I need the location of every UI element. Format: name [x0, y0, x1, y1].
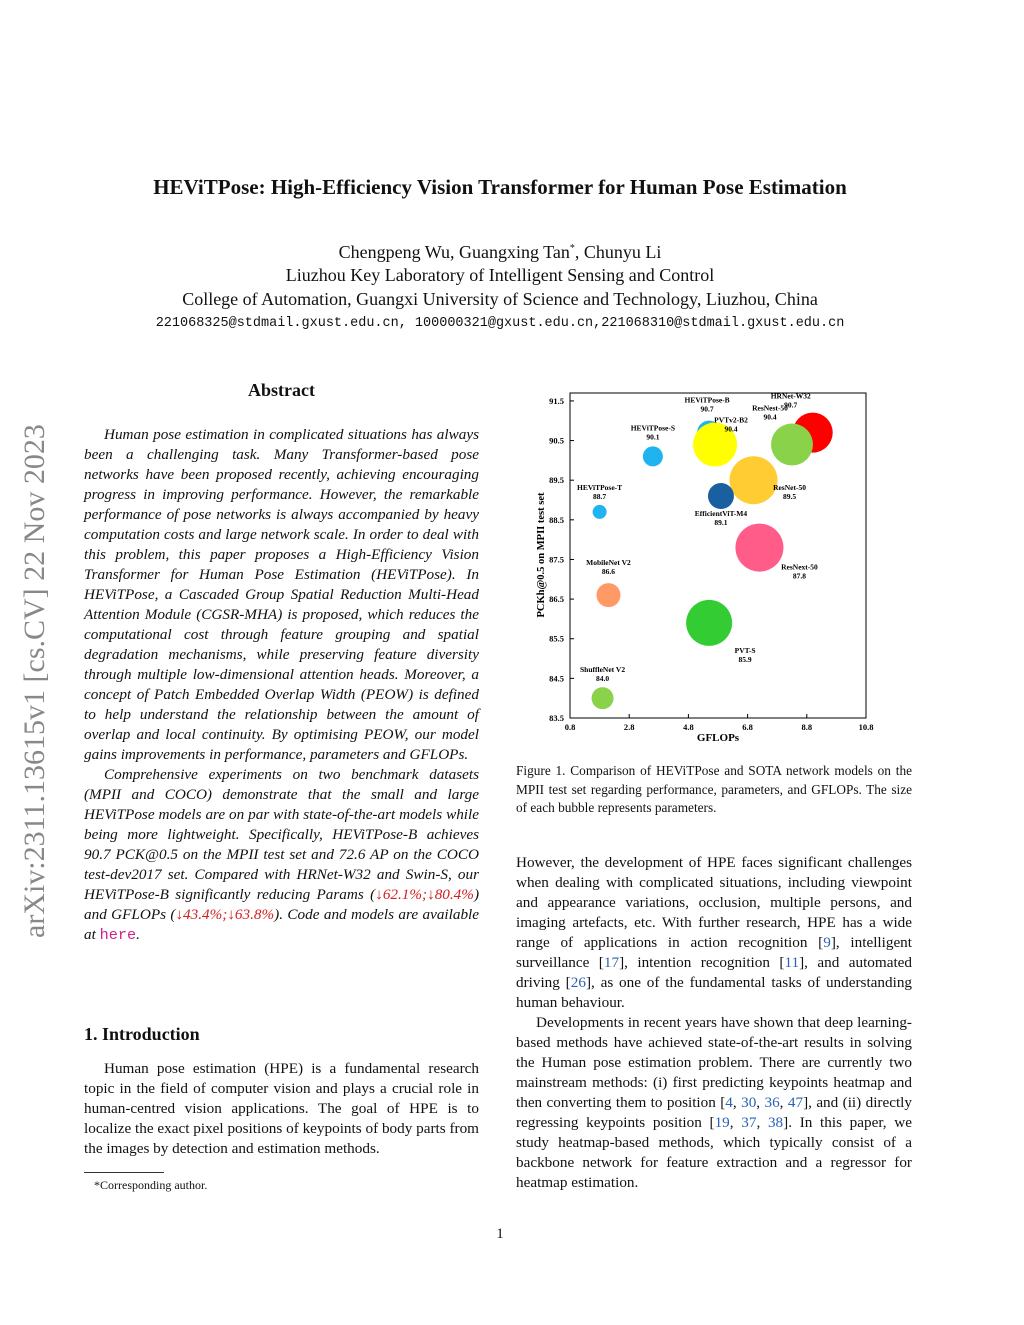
cite-sep: , — [729, 1114, 742, 1131]
bubble — [593, 505, 607, 519]
abstract-text-a: Comprehensive experiments on two benchmark datasets (MPII and COCO) demonstrate that the small and large HEViTPose models are on par with state-of-the-art models while being more lightweight. Specifically, HEViTPose-B achieves 90.7 PCK@0.5 on the MPII test set and 72.6 AP on the COCO test-dev2017 set. Compared with HRNet-W32 and Swin-S, our HEViTPose-B significantly reducing Params ( — [84, 766, 479, 903]
y-tick-label: 91.5 — [549, 395, 564, 406]
cite-sep: , — [732, 1094, 742, 1111]
authors — [0, 242, 1000, 263]
bubble-value-label: 90.4 — [763, 412, 777, 422]
bubble — [708, 483, 734, 509]
bubble-value-label: 88.7 — [593, 491, 607, 501]
page-number: 1 — [496, 1226, 504, 1242]
citation[interactable]: 37 — [741, 1114, 757, 1131]
bubble-name-label: HEViTPose-T — [577, 482, 623, 492]
abstract-text-c: ). Code and models are available at — [84, 906, 479, 943]
bubble — [592, 687, 614, 709]
y-tick-label: 89.5 — [549, 475, 564, 486]
bubble-name-label: EfficientViT-M4 — [694, 509, 748, 519]
bubble-name-label: PVTv2-B2 — [714, 415, 748, 425]
y-tick-label: 84.5 — [549, 673, 564, 684]
y-tick-label: 83.5 — [549, 713, 564, 723]
arxiv-stamp: arXiv:2311.13615v1 [cs.CV] 22 Nov 2023 — [18, 424, 51, 938]
citation[interactable]: 38 — [767, 1114, 784, 1131]
bubble-name-label: ResNest-50 — [752, 403, 788, 413]
citation[interactable]: 9 — [823, 934, 831, 951]
right-text-d: ], and automated driving [ — [516, 954, 912, 991]
citation[interactable]: 36 — [764, 1094, 780, 1111]
abstract-text-end: . — [136, 926, 140, 943]
abstract-paragraph-1: Human pose estimation in complicated situations has always been a challenging task. Many Transformer-based pose networks have been proposed recently, achieving encouraging progress in improving performance. However, the remarkable performance of pose networks is always accompanied by heavy computation costs and large network scale. In order to deal with this problem, this paper proposes a High-Efficiency Vision Transformer for Human Pose Estimation (HEViTPose). In HEViTPose, a Cascaded Group Spatial Reduction Multi-Head Attention Module (CGSR-MHA) is proposed, which reduces the computational cost through feature grouping and spatial degradation mechanisms, while preserving feature diversity through multiple low-dimensional attention heads. Moreover, a concept of Patch Embedded Overlap Width (PEOW) is defined to help understand the relationship between the amount of overlap and local continuity. By optimising PEOW, our model gains improvements in performance, parameters and GFLOPs. — [84, 426, 479, 763]
bubble-value-label: 90.7 — [784, 400, 798, 410]
right-text-c: ], intention recognition [ — [619, 954, 785, 971]
y-tick-label: 86.5 — [549, 594, 564, 605]
abstract-paragraph-2 — [84, 765, 479, 945]
bubble — [596, 583, 620, 607]
bubble-value-label: 86.6 — [601, 567, 616, 577]
x-tick-label: 4.8 — [683, 722, 694, 732]
x-tick-label: 8.8 — [801, 722, 813, 732]
paper-title: HEViTPose: High-Efficiency Vision Transformer for Human Pose Estimation — [153, 175, 847, 199]
right-text-b: ], intelligent surveillance [ — [516, 934, 912, 971]
x-tick-label: 6.8 — [742, 722, 753, 732]
citation[interactable]: 26 — [570, 974, 586, 991]
right-text-f: Developments in recent years have shown that deep learning-based methods have achieved state-of-the-art results in solving the Human pose estimation problem. There are currently two mainstream methods: (i) first predicting keypoints heatmap and then converting them to position [ — [516, 1014, 912, 1111]
y-tick-label: 90.5 — [549, 435, 564, 446]
bubble-name-label: ResNext-50 — [781, 562, 818, 572]
bubble-name-label: HEViTPose-S — [630, 423, 676, 433]
author-emails: 221068325@stdmail.gxust.edu.cn, 100000321@gxust.edu.cn,221068310@stdmail.gxust.edu.cn — [155, 316, 845, 331]
bubble-value-label: 85.9 — [738, 654, 752, 664]
gflops-reduction: ↓43.4%;↓63.8% — [175, 906, 275, 923]
affiliation-college: College of Automation, Guangxi University of Science and Technology, Liuzhou, China — [182, 289, 818, 309]
y-tick-label: 88.5 — [549, 514, 564, 525]
y-tick-label: 87.5 — [549, 554, 564, 565]
abstract-text-b: ) and GFLOPs ( — [84, 886, 479, 923]
author-names: Chengpeng Wu, Guangxing Tan — [338, 242, 570, 262]
bubble-value-label: 89.1 — [714, 518, 728, 528]
right-text-e: ], as one of the fundamental tasks of understanding human behaviour. — [516, 974, 913, 1011]
citation[interactable]: 4 — [725, 1094, 733, 1111]
right-text-a: However, the development of HPE faces significant challenges when dealing with complicated situations, including viewpoint and appearance variations, occlusion, multiple persons, and imaging artefacts, etc. With further research, HPE has a wide range of applications in action recognition [ — [516, 854, 912, 951]
bubble-name-label: PVT-S — [734, 645, 756, 655]
right-paragraph-2 — [516, 1013, 912, 1193]
bubble-value-label: 89.5 — [782, 492, 797, 502]
abstract-body — [84, 425, 479, 945]
footnote: *Corresponding author. — [94, 1178, 208, 1192]
section-heading-introduction: 1. Introduction — [84, 1024, 200, 1044]
bubble-value-label: 87.8 — [792, 571, 807, 581]
intro-body — [84, 1059, 479, 1159]
cite-sep: , — [756, 1114, 768, 1131]
right-paragraph-1 — [516, 853, 912, 1013]
affiliation-lab: Liuzhou Key Laboratory of Intelligent Sensing and Control — [285, 265, 715, 285]
right-column-body — [516, 853, 912, 1193]
code-link[interactable]: here — [99, 926, 137, 944]
bubble-value-label: 90.7 — [700, 404, 714, 414]
bubble — [771, 424, 813, 466]
x-tick-label: 0.8 — [564, 722, 576, 732]
bubble-value-label: 90.1 — [646, 432, 660, 442]
bubble-name-label: ShuffleNet V2 — [580, 665, 626, 675]
bubble-chart — [520, 385, 880, 750]
x-axis — [565, 714, 874, 732]
corresponding-mark: * — [569, 243, 575, 254]
citation[interactable]: 30 — [741, 1094, 757, 1111]
bubble-value-label: 84.0 — [595, 674, 610, 684]
cite-sep: , — [779, 1094, 788, 1111]
right-text-g: ], and (ii) directly regressing keypoints position [ — [516, 1094, 912, 1131]
citation[interactable]: 19 — [714, 1114, 730, 1131]
abstract-heading: Abstract — [248, 380, 315, 400]
y-tick-label: 85.5 — [549, 633, 564, 644]
x-axis-title: GFLOPs — [696, 732, 740, 744]
citation[interactable]: 11 — [784, 954, 800, 971]
right-text-h: ]. In this paper, we study heatmap-based methods, which typically consist of a backbone network for feature extraction and a regressor for heatmap estimation. — [516, 1114, 913, 1191]
bubble — [735, 524, 783, 572]
bubble — [730, 456, 778, 504]
author-last: , Chunyu Li — [574, 242, 662, 262]
bubble-name-label: HEViTPose-B — [684, 395, 730, 405]
bubble-name-label: ResNet-50 — [773, 483, 806, 493]
footnote-rule — [84, 1172, 164, 1173]
bubble-name-label: HRNet-W32 — [770, 391, 811, 401]
bubble — [686, 600, 732, 646]
y-axis-title: PCKh@0.5 on MPII test set — [536, 492, 547, 618]
citation[interactable]: 17 — [603, 954, 620, 971]
citation[interactable]: 47 — [787, 1094, 804, 1111]
x-tick-label: 2.8 — [623, 722, 635, 732]
bubble — [643, 446, 663, 466]
bubble-value-label: 90.4 — [724, 424, 738, 434]
x-tick-label: 10.8 — [858, 722, 874, 732]
figure-caption: Figure 1. Comparison of HEViTPose and SOTA network models on the MPII test set regarding performance, parameters, and GFLOPs. The size of each bubble represents parameters. — [516, 763, 912, 815]
bubble-name-label: MobileNet V2 — [586, 558, 631, 568]
intro-paragraph-1: Human pose estimation (HPE) is a fundamental research topic in the field of computer vision and plays a crucial role in human-centred vision applications. The goal of HPE is to localize the exact pixel positions of keypoints of body parts from the images by detection and estimation methods. — [84, 1060, 479, 1157]
cite-sep: , — [756, 1094, 765, 1111]
params-reduction: ↓62.1%;↓80.4% — [375, 886, 474, 903]
